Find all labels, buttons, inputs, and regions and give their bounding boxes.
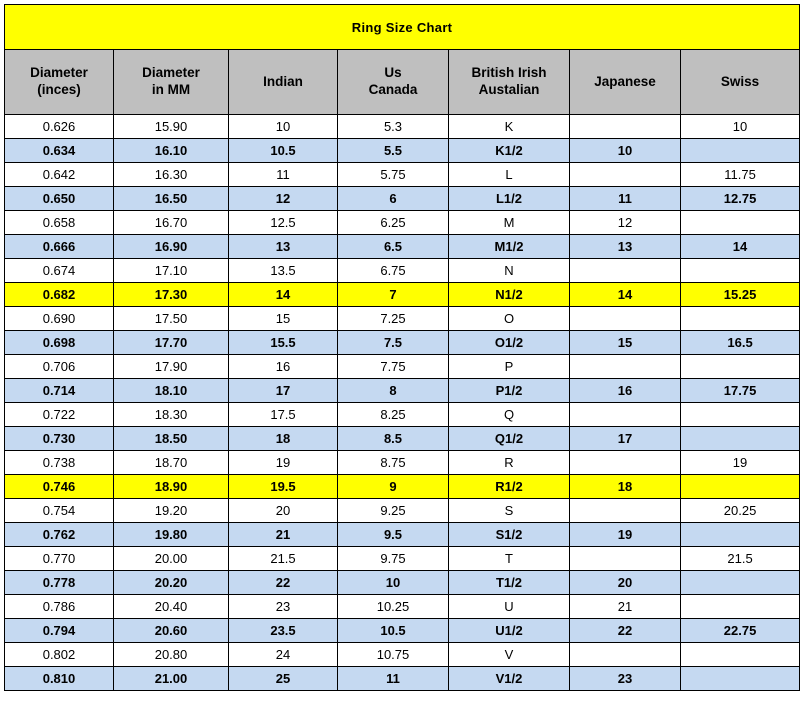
table-cell: 20 xyxy=(229,499,338,523)
table-cell: 0.794 xyxy=(5,619,114,643)
table-cell: V xyxy=(449,643,570,667)
table-cell xyxy=(681,571,800,595)
table-cell: 10 xyxy=(681,115,800,139)
table-cell: K1/2 xyxy=(449,139,570,163)
table-cell xyxy=(570,259,681,283)
table-cell: P1/2 xyxy=(449,379,570,403)
table-cell: 0.682 xyxy=(5,283,114,307)
header-line: Indian xyxy=(263,73,303,89)
table-cell: 18 xyxy=(229,427,338,451)
table-cell: 0.626 xyxy=(5,115,114,139)
table-cell: 10.75 xyxy=(338,643,449,667)
table-cell: 11.75 xyxy=(681,163,800,187)
table-cell: 9.25 xyxy=(338,499,449,523)
table-cell: 22 xyxy=(570,619,681,643)
table-cell: 15.25 xyxy=(681,283,800,307)
table-cell: 7 xyxy=(338,283,449,307)
table-cell: S xyxy=(449,499,570,523)
table-cell: 8.25 xyxy=(338,403,449,427)
table-cell: 16.30 xyxy=(114,163,229,187)
table-cell: 7.25 xyxy=(338,307,449,331)
table-cell: 18.50 xyxy=(114,427,229,451)
table-cell: 0.722 xyxy=(5,403,114,427)
table-cell: Q1/2 xyxy=(449,427,570,451)
table-cell: 14 xyxy=(570,283,681,307)
table-cell: U1/2 xyxy=(449,619,570,643)
table-body xyxy=(5,115,800,691)
table-cell: 0.690 xyxy=(5,307,114,331)
table-cell: 18.30 xyxy=(114,403,229,427)
table-cell: 19 xyxy=(229,451,338,475)
table-cell: 9 xyxy=(338,475,449,499)
table-cell xyxy=(681,139,800,163)
table-cell: 12 xyxy=(229,187,338,211)
table-cell: 8.75 xyxy=(338,451,449,475)
table-row xyxy=(5,523,800,547)
table-cell: 8 xyxy=(338,379,449,403)
table-cell: K xyxy=(449,115,570,139)
table-cell: 0.746 xyxy=(5,475,114,499)
table-cell: 12.5 xyxy=(229,211,338,235)
column-header-indian xyxy=(229,50,338,115)
table-cell xyxy=(570,115,681,139)
table-cell: 17 xyxy=(229,379,338,403)
table-cell: 0.738 xyxy=(5,451,114,475)
table-cell: 19 xyxy=(681,451,800,475)
table-cell: 0.778 xyxy=(5,571,114,595)
table-cell: 11 xyxy=(570,187,681,211)
table-cell: 10 xyxy=(229,115,338,139)
table-cell: 0.786 xyxy=(5,595,114,619)
table-cell: L1/2 xyxy=(449,187,570,211)
table-cell: 17.70 xyxy=(114,331,229,355)
table-row xyxy=(5,331,800,355)
column-header-us-canada xyxy=(338,50,449,115)
header-line: Japanese xyxy=(594,73,656,89)
column-header-british-irish-australian xyxy=(449,50,570,115)
table-cell: P xyxy=(449,355,570,379)
table-cell: Q xyxy=(449,403,570,427)
table-cell xyxy=(681,427,800,451)
table-cell: 6 xyxy=(338,187,449,211)
table-cell: 23 xyxy=(570,667,681,691)
table-cell: 20.60 xyxy=(114,619,229,643)
table-cell: 15.5 xyxy=(229,331,338,355)
table-cell: 23.5 xyxy=(229,619,338,643)
table-cell xyxy=(681,595,800,619)
header-line: Diameter xyxy=(142,65,200,81)
table-cell: 16.10 xyxy=(114,139,229,163)
table-row xyxy=(5,283,800,307)
table-cell: 0.706 xyxy=(5,355,114,379)
table-cell: 21.5 xyxy=(681,547,800,571)
table-cell: S1/2 xyxy=(449,523,570,547)
table-row xyxy=(5,211,800,235)
table-cell xyxy=(570,547,681,571)
table-header-row xyxy=(5,50,800,115)
table-row xyxy=(5,475,800,499)
table-cell: 21 xyxy=(570,595,681,619)
table-cell: 0.730 xyxy=(5,427,114,451)
table-cell: 6.25 xyxy=(338,211,449,235)
table-cell: 7.5 xyxy=(338,331,449,355)
table-cell: 20.40 xyxy=(114,595,229,619)
table-row xyxy=(5,667,800,691)
table-cell: 20.25 xyxy=(681,499,800,523)
table-cell: 0.754 xyxy=(5,499,114,523)
table-cell: 19.5 xyxy=(229,475,338,499)
table-cell xyxy=(681,307,800,331)
header-line: (inces) xyxy=(37,82,81,97)
table-cell xyxy=(681,355,800,379)
table-cell xyxy=(570,451,681,475)
table-cell xyxy=(681,667,800,691)
table-cell: 20.20 xyxy=(114,571,229,595)
table-cell: 10 xyxy=(338,571,449,595)
table-cell: 10.5 xyxy=(338,619,449,643)
table-cell: 19 xyxy=(570,523,681,547)
table-cell: 0.810 xyxy=(5,667,114,691)
table-row xyxy=(5,187,800,211)
table-cell: 0.634 xyxy=(5,139,114,163)
table-cell: 0.658 xyxy=(5,211,114,235)
table-cell: 20.80 xyxy=(114,643,229,667)
table-cell: 13.5 xyxy=(229,259,338,283)
table-cell: 0.650 xyxy=(5,187,114,211)
table-cell: 13 xyxy=(229,235,338,259)
table-cell: 10.5 xyxy=(229,139,338,163)
table-row xyxy=(5,115,800,139)
table-cell: 11 xyxy=(229,163,338,187)
column-header-swiss xyxy=(681,50,800,115)
table-cell xyxy=(570,499,681,523)
header-line: Swiss xyxy=(720,73,760,89)
table-cell xyxy=(570,355,681,379)
table-cell: 6.75 xyxy=(338,259,449,283)
table-cell xyxy=(681,403,800,427)
table-cell: 0.770 xyxy=(5,547,114,571)
page-title: Ring Size Chart xyxy=(5,5,800,50)
table-cell: 8.5 xyxy=(338,427,449,451)
table-cell: M xyxy=(449,211,570,235)
table-cell: 17.75 xyxy=(681,379,800,403)
table-cell: 18 xyxy=(570,475,681,499)
table-cell: 18.70 xyxy=(114,451,229,475)
table-cell: 9.75 xyxy=(338,547,449,571)
table-cell: 5.75 xyxy=(338,163,449,187)
table-cell: 19.80 xyxy=(114,523,229,547)
table-row xyxy=(5,355,800,379)
table-cell: 16 xyxy=(229,355,338,379)
header-line: Canada xyxy=(368,82,418,97)
table-cell: 17.5 xyxy=(229,403,338,427)
table-row xyxy=(5,403,800,427)
table-cell: 22.75 xyxy=(681,619,800,643)
column-header-japanese xyxy=(570,50,681,115)
table-cell: 14 xyxy=(681,235,800,259)
table-cell: 16.50 xyxy=(114,187,229,211)
table-cell xyxy=(570,163,681,187)
table-cell: U xyxy=(449,595,570,619)
table-row xyxy=(5,595,800,619)
table-cell: 10.25 xyxy=(338,595,449,619)
table-cell: 17.90 xyxy=(114,355,229,379)
table-cell xyxy=(570,403,681,427)
table-cell: 16.90 xyxy=(114,235,229,259)
table-cell: M1/2 xyxy=(449,235,570,259)
table-cell: N1/2 xyxy=(449,283,570,307)
table-cell: 18.10 xyxy=(114,379,229,403)
table-row xyxy=(5,235,800,259)
table-cell xyxy=(681,259,800,283)
table-cell: 17 xyxy=(570,427,681,451)
table-row xyxy=(5,259,800,283)
table-cell: 12 xyxy=(570,211,681,235)
table-cell: O1/2 xyxy=(449,331,570,355)
table-cell: 15 xyxy=(570,331,681,355)
column-header-diameter-mm xyxy=(114,50,229,115)
table-cell: T xyxy=(449,547,570,571)
table-row xyxy=(5,571,800,595)
table-cell xyxy=(681,523,800,547)
table-cell: 15.90 xyxy=(114,115,229,139)
table-cell: 0.666 xyxy=(5,235,114,259)
table-cell: 24 xyxy=(229,643,338,667)
table-cell: 0.802 xyxy=(5,643,114,667)
column-header-diameter-inches xyxy=(5,50,114,115)
title-row xyxy=(5,5,800,50)
table-cell: 5.3 xyxy=(338,115,449,139)
table-row xyxy=(5,451,800,475)
table-cell xyxy=(681,643,800,667)
table-cell: 19.20 xyxy=(114,499,229,523)
table-row xyxy=(5,379,800,403)
table-cell: 0.674 xyxy=(5,259,114,283)
table-cell: 5.5 xyxy=(338,139,449,163)
table-cell: R xyxy=(449,451,570,475)
table-cell: 20.00 xyxy=(114,547,229,571)
table-cell: R1/2 xyxy=(449,475,570,499)
table-cell: 21.00 xyxy=(114,667,229,691)
table-cell: N xyxy=(449,259,570,283)
table-cell: O xyxy=(449,307,570,331)
table-cell: 21 xyxy=(229,523,338,547)
table-cell: 12.75 xyxy=(681,187,800,211)
table-cell: 21.5 xyxy=(229,547,338,571)
ring-size-chart-table xyxy=(4,4,800,691)
header-line: Us xyxy=(384,65,402,81)
table-row xyxy=(5,643,800,667)
header-line: Austalian xyxy=(478,82,540,97)
table-cell: 17.10 xyxy=(114,259,229,283)
table-cell: 15 xyxy=(229,307,338,331)
table-cell xyxy=(681,211,800,235)
table-cell: V1/2 xyxy=(449,667,570,691)
header-line: British Irish xyxy=(471,65,547,81)
table-cell: 10 xyxy=(570,139,681,163)
table-cell: 0.714 xyxy=(5,379,114,403)
table-cell: 23 xyxy=(229,595,338,619)
table-cell: 6.5 xyxy=(338,235,449,259)
table-cell: 16.5 xyxy=(681,331,800,355)
table-cell: L xyxy=(449,163,570,187)
table-row xyxy=(5,139,800,163)
header-line: in MM xyxy=(151,82,191,97)
table-cell: 7.75 xyxy=(338,355,449,379)
table-cell: 20 xyxy=(570,571,681,595)
table-cell: 25 xyxy=(229,667,338,691)
table-row xyxy=(5,307,800,331)
table-cell: 17.30 xyxy=(114,283,229,307)
table-row xyxy=(5,163,800,187)
table-cell: 16 xyxy=(570,379,681,403)
table-row xyxy=(5,499,800,523)
table-row xyxy=(5,619,800,643)
table-cell xyxy=(570,307,681,331)
table-cell: 18.90 xyxy=(114,475,229,499)
table-cell: 11 xyxy=(338,667,449,691)
table-cell: 13 xyxy=(570,235,681,259)
table-row xyxy=(5,547,800,571)
table-cell: 0.698 xyxy=(5,331,114,355)
table-cell: 9.5 xyxy=(338,523,449,547)
table-cell: 0.642 xyxy=(5,163,114,187)
table-row xyxy=(5,427,800,451)
table-cell: T1/2 xyxy=(449,571,570,595)
table-cell: 16.70 xyxy=(114,211,229,235)
table-cell: 17.50 xyxy=(114,307,229,331)
table-cell: 14 xyxy=(229,283,338,307)
table-cell: 0.762 xyxy=(5,523,114,547)
table-cell: 22 xyxy=(229,571,338,595)
table-cell xyxy=(681,475,800,499)
table-cell xyxy=(570,643,681,667)
header-line: Diameter xyxy=(30,65,88,81)
